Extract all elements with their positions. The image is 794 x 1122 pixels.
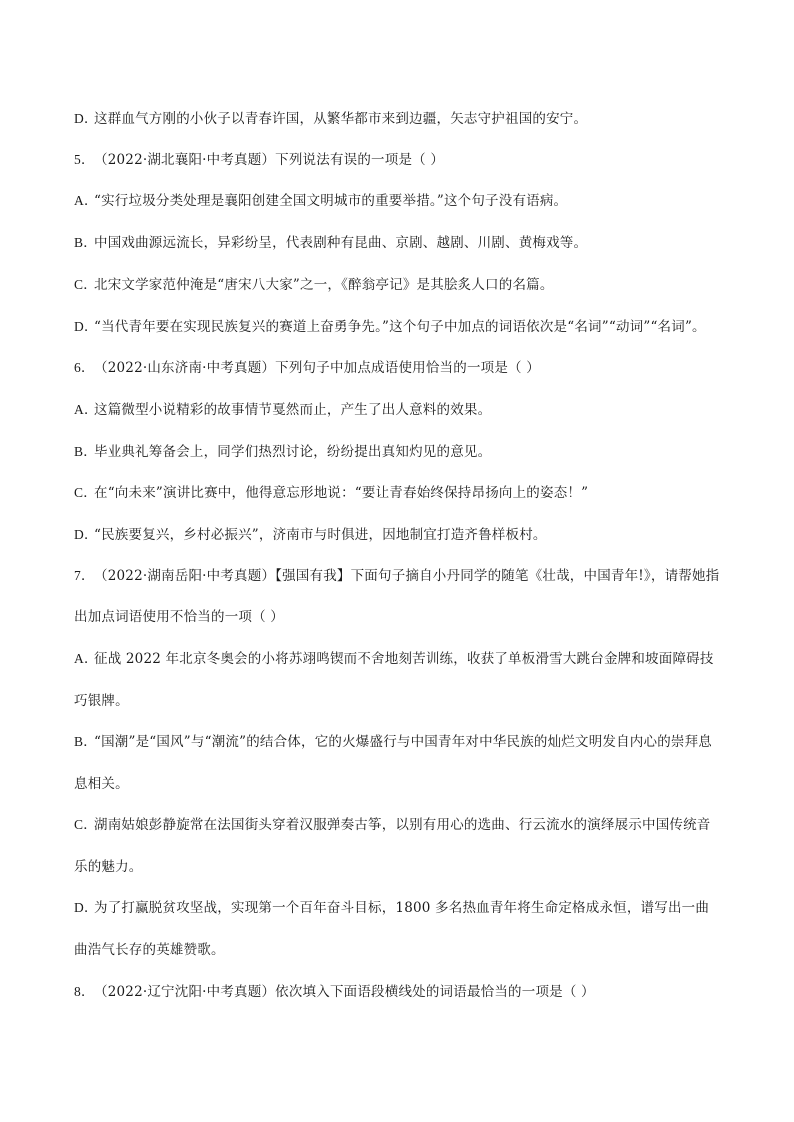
option-label: D．: [74, 900, 98, 915]
option-label: C．: [74, 485, 97, 500]
option-label: C．: [74, 277, 97, 292]
option-text: “民族要复兴，乡村必振兴”，济南市与时俱进，因地制宜打造齐鲁样板村。: [94, 527, 547, 543]
option-text: “实行垃圾分类处理是襄阳创建全国文明城市的重要举措。”这个句子没有语病。: [94, 193, 568, 209]
q6-option-b: [74, 443, 724, 461]
option-label: B．: [74, 734, 97, 749]
question-text: （2022·湖南岳阳·中考真题）【强国有我】下面句子摘自小丹同学的随笔《壮哉，中国青年!》，请帮她指: [94, 568, 720, 584]
question-text: （2022·湖北襄阳·中考真题）下列说法有误的一项是（ ）: [94, 152, 445, 168]
question-number: 6．: [74, 360, 95, 375]
option-label: A．: [74, 402, 98, 417]
question-number: 7．: [74, 568, 95, 583]
option-label: D．: [74, 319, 98, 334]
q5-option-b: [74, 234, 724, 252]
option-text: 乐的魅力。: [74, 859, 143, 875]
option-text: 这群血气方刚的小伙子以青春许国，从繁华都市来到边疆，矢志守护祖国的安宁。: [94, 111, 588, 127]
question-number: 5．: [74, 152, 95, 167]
q6-option-a: [74, 401, 724, 419]
option-label: A．: [74, 651, 98, 666]
option-label: B．: [74, 235, 97, 250]
question-text: （2022·山东济南·中考真题）下列句子中加点成语使用恰当的一项是（ ）: [94, 360, 540, 376]
option-label: D．: [74, 111, 98, 126]
option-text: 在“向未来”演讲比赛中，他得意忘形地说：“要让青春始终保持昂扬向上的姿态！”: [94, 485, 589, 501]
q6-option-d: [74, 526, 724, 544]
q7-option-b: [74, 733, 724, 751]
question-text: 出加点词语使用不恰当的一项（ ）: [74, 609, 284, 625]
q8-stem: [74, 983, 724, 1001]
option-text: “国潮”是“国风”与“潮流”的结合体，它的火爆盛行与中国青年对中华民族的灿烂文明发自内心的崇拜息: [94, 734, 713, 750]
option-label: B．: [74, 444, 97, 459]
option-text: 毕业典礼筹备会上，同学们热烈讨论，纷纷提出真知灼见的意见。: [94, 444, 492, 460]
option-text: 北宋文学家范仲淹是“唐宋八大家”之一，《醉翁亭记》是其脍炙人口的名篇。: [94, 277, 554, 293]
q5-option-a: [74, 192, 724, 210]
q7-stem-continued: [74, 608, 724, 626]
q7-option-a: [74, 650, 724, 668]
q5-option-d: [74, 318, 724, 336]
option-text: 曲浩气长存的英雄赞歌。: [74, 942, 225, 958]
question-number: 8．: [74, 984, 95, 999]
q7-option-d-continued: [74, 941, 724, 959]
q7-option-a-continued: [74, 692, 724, 710]
option-label: A．: [74, 193, 98, 208]
option-text: 征战 2022 年北京冬奥会的小将苏翊鸣锲而不舍地刻苦训练，收获了单板滑雪大跳台金牌和坡面障碍技: [94, 651, 714, 667]
q7-option-c-continued: [74, 858, 724, 876]
q6-stem: [74, 359, 724, 377]
option-text: 为了打赢脱贫攻坚战，实现第一个百年奋斗目标，1800 多名热血青年将生命定格成永恒，谱写出一曲: [94, 900, 710, 916]
option-text: 湖南姑娘彭静旋常在法国街头穿着汉服弹奏古筝，以别有用心的选曲、行云流水的演绎展示中国传统音: [94, 817, 711, 833]
question-text: （2022·辽宁沈阳·中考真题）依次填入下面语段横线处的词语最恰当的一项是（ ）: [94, 984, 595, 1000]
option-text: 息相关。: [74, 776, 129, 792]
q7-option-c: [74, 816, 724, 834]
option-label: D．: [74, 527, 98, 542]
option-label: C．: [74, 817, 97, 832]
option-text: 巧银牌。: [74, 693, 129, 709]
q4-option-d: [74, 110, 724, 128]
option-text: “当代青年要在实现民族复兴的赛道上奋勇争先。”这个句子中加点的词语依次是“名词”“动词”“名词”。: [94, 319, 706, 335]
q7-option-d: [74, 899, 724, 917]
q7-stem: [74, 567, 724, 585]
q5-option-c: [74, 276, 724, 294]
q5-stem: [74, 151, 724, 169]
option-text: 中国戏曲源远流长，异彩纷呈，代表剧种有昆曲、京剧、越剧、川剧、黄梅戏等。: [94, 235, 588, 251]
q7-option-b-continued: [74, 775, 724, 793]
q6-option-c: [74, 484, 724, 502]
option-text: 这篇微型小说精彩的故事情节戛然而止，产生了出人意料的效果。: [94, 402, 492, 418]
